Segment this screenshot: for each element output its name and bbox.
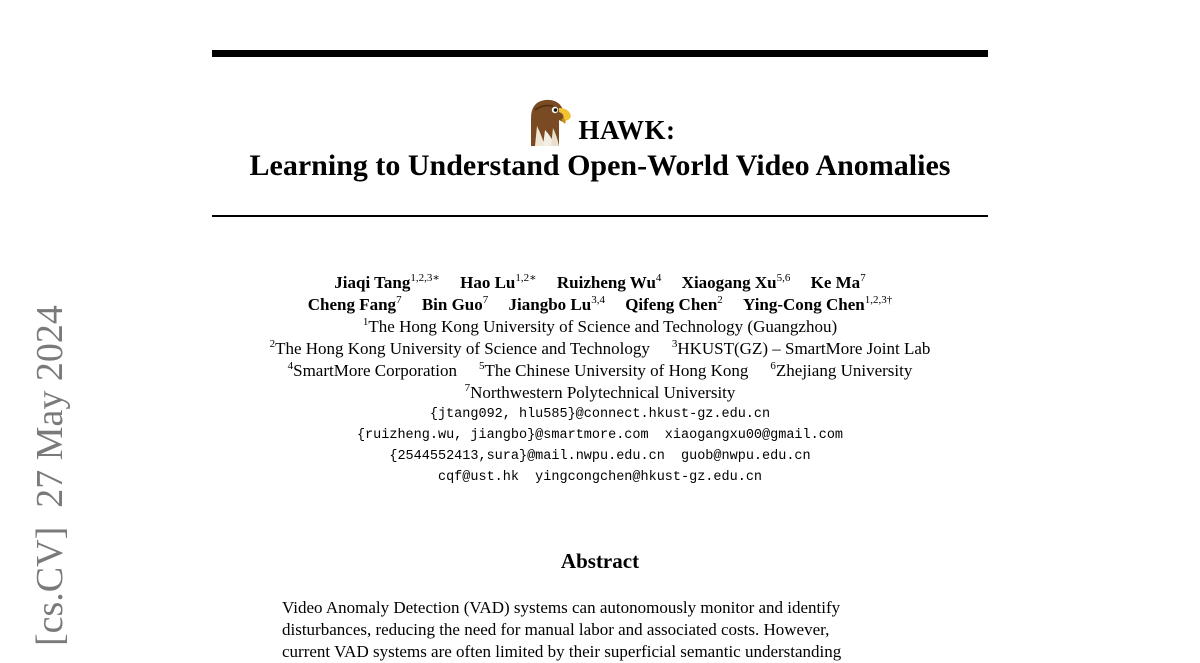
- author-name: Ke Ma: [810, 273, 861, 292]
- author-name: Ying-Cong Chen: [743, 295, 865, 314]
- abstract-line: disturbances, reducing the need for manual labor and associated costs. However,: [282, 620, 830, 639]
- author-name: Jiangbo Lu: [508, 295, 592, 314]
- abstract-line: Video Anomaly Detection (VAD) systems can autonomously monitor and identify: [282, 598, 841, 617]
- affiliation-text: SmartMore Corporation: [293, 361, 457, 380]
- email-line: cqf@ust.hk yingcongchen@hkust-gz.edu.cn: [437, 470, 763, 485]
- author-block: [180, 272, 1020, 488]
- affiliation-marker: 1: [362, 316, 369, 328]
- author-affil-marker: 1,2,3†: [864, 294, 893, 306]
- affiliation-marker: 6: [770, 360, 776, 372]
- affiliation-marker: 3: [671, 338, 678, 350]
- author-affil-marker: 4: [655, 272, 662, 284]
- paper-title-block: [200, 92, 1000, 184]
- author-affil-marker: 7: [860, 272, 866, 284]
- affiliation-marker: 2: [269, 338, 276, 350]
- author-affil-marker: 5,6: [776, 272, 791, 284]
- affiliation-text: Northwestern Polytechnical University: [470, 383, 736, 402]
- author-affil-marker: 3,4: [591, 294, 605, 306]
- abstract-line: current VAD systems are often limited by their superficial semantic understanding: [282, 642, 842, 661]
- abstract-text: [282, 597, 922, 663]
- author-name: Jiaqi Tang: [334, 273, 411, 292]
- title-top-rule: [212, 50, 988, 57]
- author-affil-marker: 7: [482, 294, 489, 306]
- author-affil-marker: 1,2,3∗: [410, 272, 440, 284]
- paper-title-subtitle: Learning to Understand Open-World Video Anomalies: [249, 149, 951, 182]
- author-row: [180, 272, 1020, 294]
- affiliation-marker: 4: [287, 360, 294, 372]
- author-row: [180, 294, 1020, 316]
- affiliation-line: [180, 338, 1020, 360]
- author-name: Cheng Fang: [307, 295, 397, 314]
- arxiv-side-stamp: [cs.CV] 27 May 2024: [29, 305, 71, 646]
- email-line: {jtang092, hlu585}@connect.hkust-gz.edu.cn: [429, 407, 771, 422]
- author-name: Bin Guo: [421, 295, 483, 314]
- author-name: Ruizheng Wu: [556, 273, 656, 292]
- affiliation-marker: 7: [464, 382, 471, 394]
- paper-title-name: HAWK:: [578, 115, 676, 145]
- author-name: Hao Lu: [460, 273, 516, 292]
- author-affil-marker: 7: [396, 294, 402, 306]
- author-name: Qifeng Chen: [625, 295, 718, 314]
- author-name: Xiaogang Xu: [681, 273, 777, 292]
- affiliation-text: HKUST(GZ) – SmartMore Joint Lab: [677, 339, 931, 358]
- author-affil-marker: 1,2∗: [515, 272, 537, 284]
- affiliation-text: The Hong Kong University of Science and Technology (Guangzhou): [368, 317, 838, 336]
- affiliation-marker: 5: [478, 360, 485, 372]
- affiliation-text: The Hong Kong University of Science and Technology: [275, 339, 650, 358]
- abstract-heading: Abstract: [560, 549, 640, 573]
- affiliation-line: [180, 316, 1020, 338]
- email-line: {ruizheng.wu, jiangbo}@smartmore.com xiaogangxu00@gmail.com: [356, 428, 844, 443]
- author-affil-marker: 2: [717, 294, 723, 306]
- title-bottom-rule: [212, 215, 988, 217]
- hawk-head-icon: [525, 96, 571, 146]
- email-line: {2544552413,sura}@mail.nwpu.edu.cn guob@nwpu.edu.cn: [389, 449, 811, 464]
- affiliation-text: The Chinese University of Hong Kong: [484, 361, 749, 380]
- affiliation-line: [180, 382, 1020, 404]
- affiliation-text: Zhejiang University: [775, 361, 913, 380]
- affiliation-line: [180, 360, 1020, 382]
